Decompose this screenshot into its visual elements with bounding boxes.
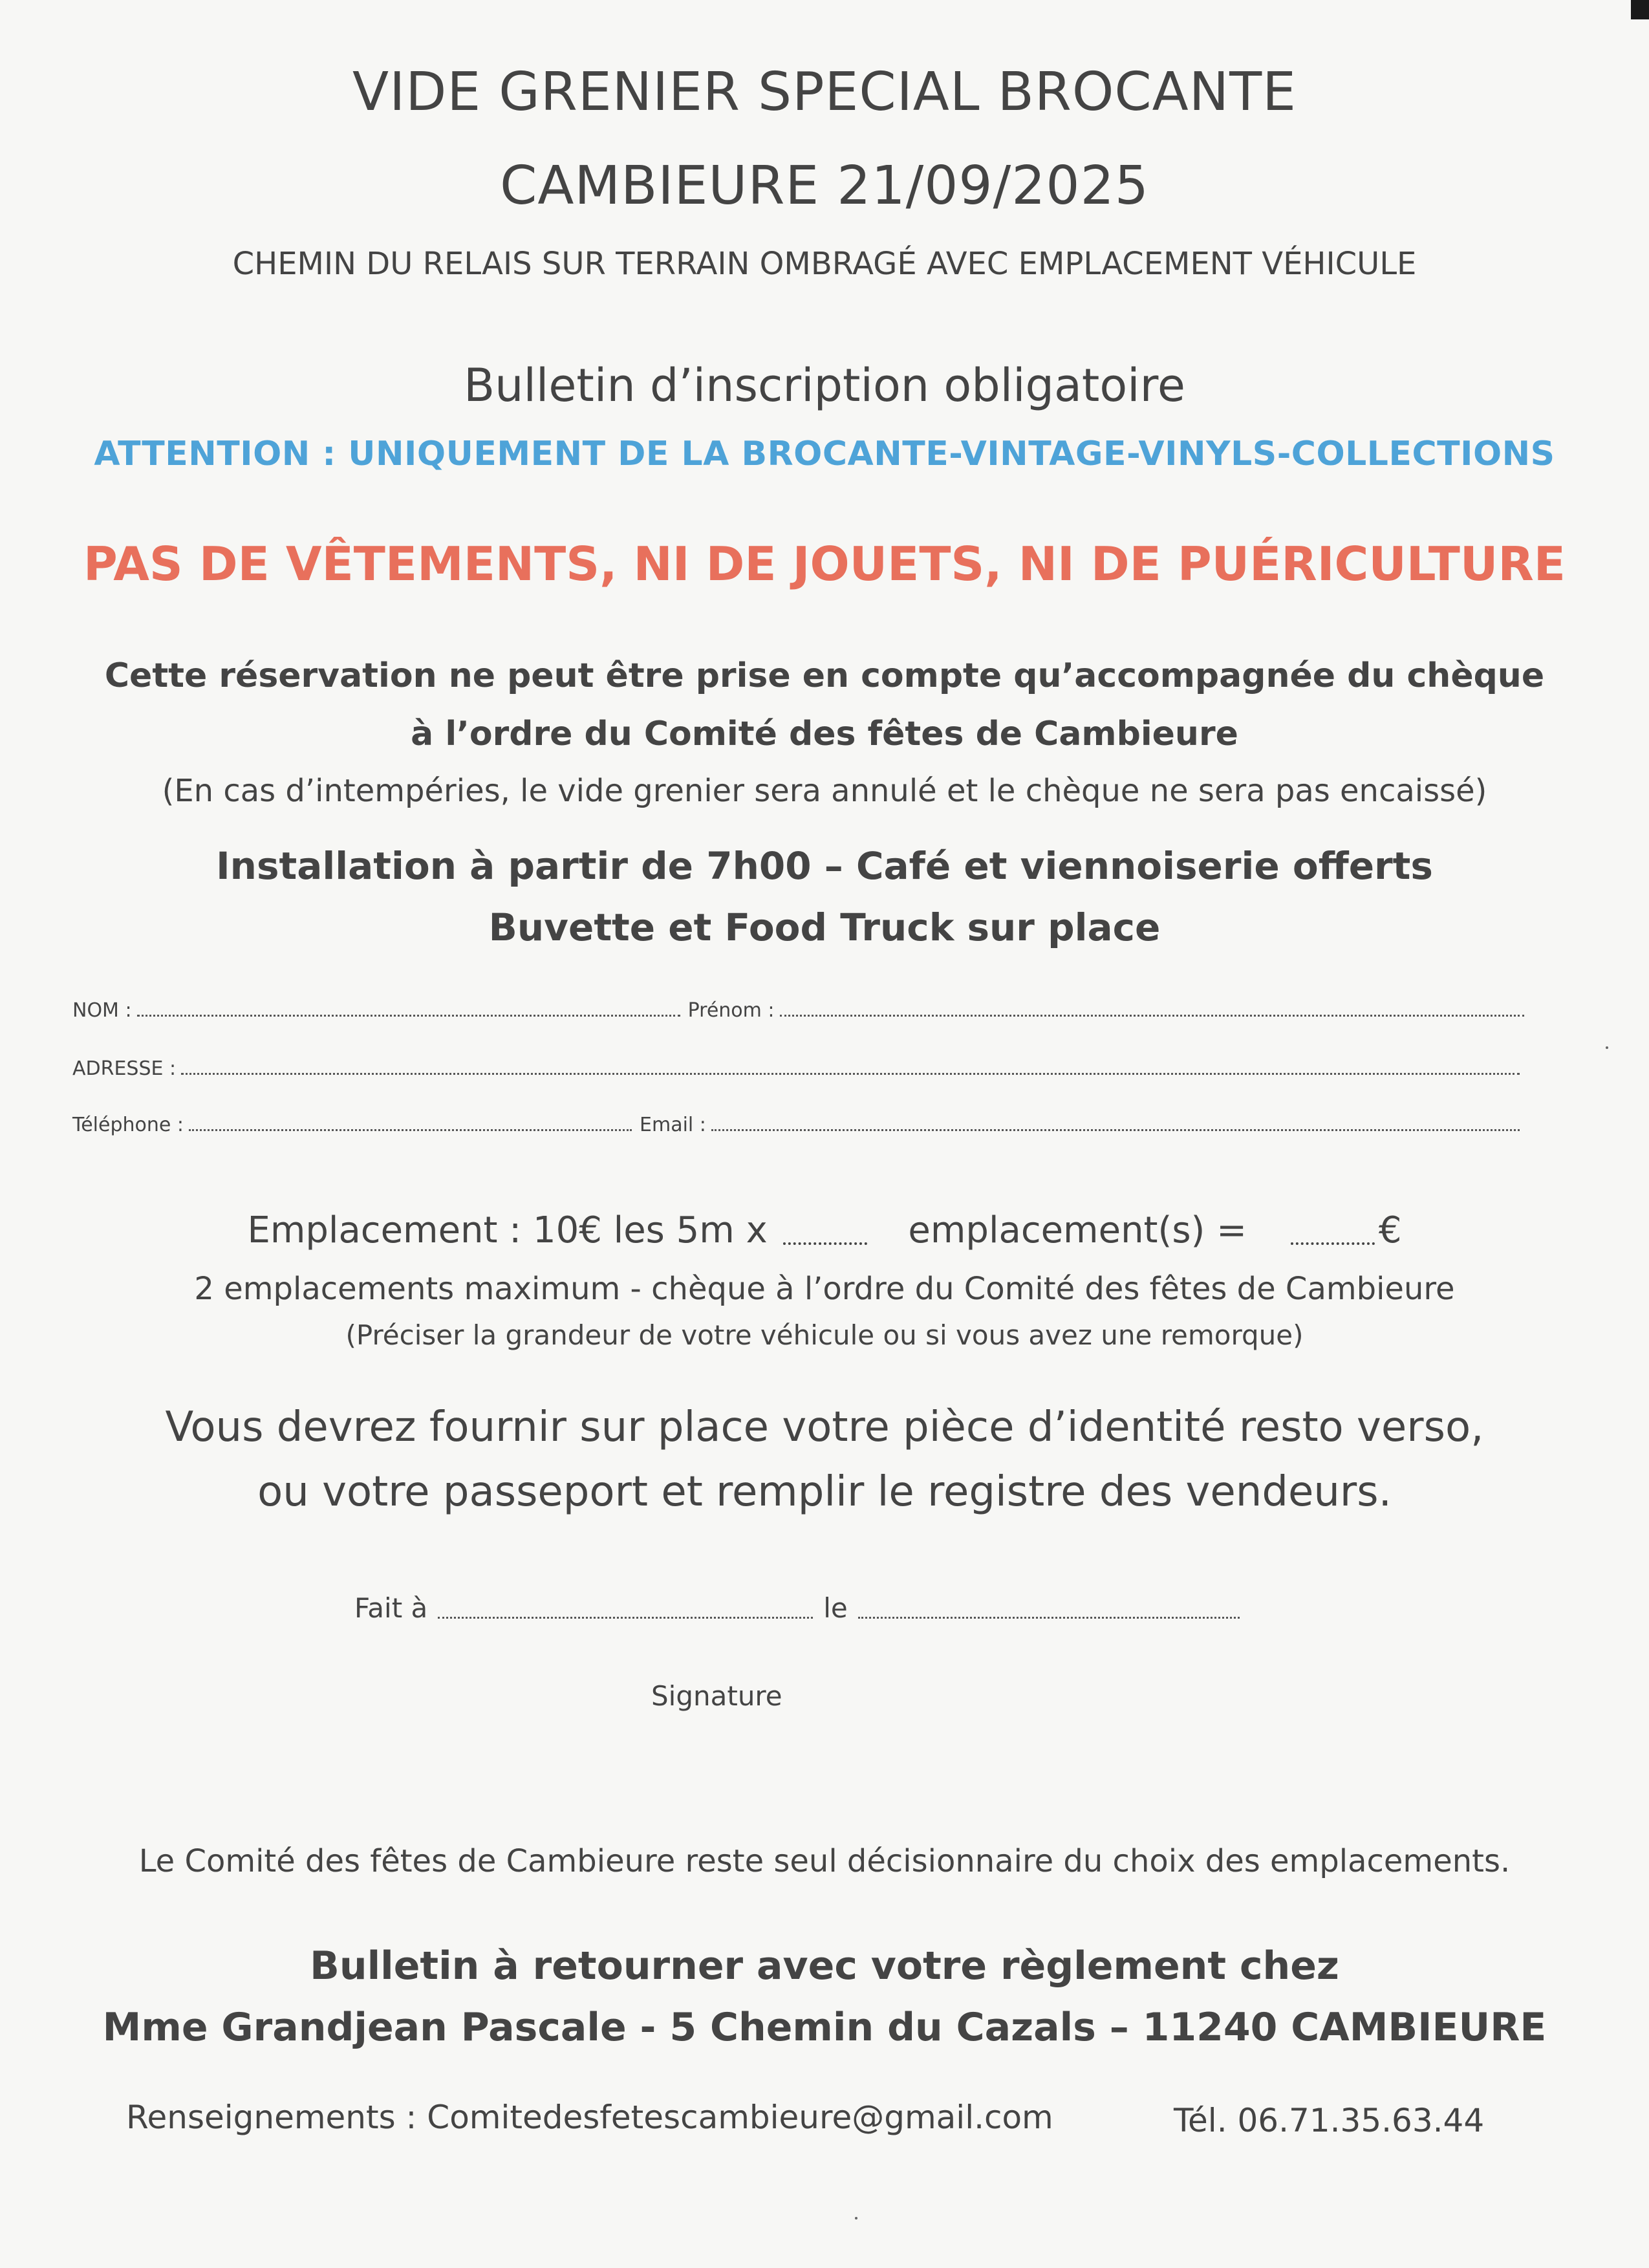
installation-line-1: Installation à partir de 7h00 – Café et viennoiserie offerts (216, 844, 1433, 888)
attention-line: ATTENTION : UNIQUEMENT DE LA BROCANTE-VINTAGE-VINYLS-COLLECTIONS (94, 435, 1555, 473)
scan-corner-mark (1631, 0, 1649, 19)
renseignements-email: Renseignements : Comitedesfetescambieure@gmail.com (126, 2099, 1053, 2136)
telephone-label: Téléphone : (72, 1114, 184, 1136)
signature-label: Signature (651, 1680, 782, 1712)
emplacement-label: Emplacement : 10€ les 5m x (247, 1209, 768, 1251)
scan-speck (855, 2217, 857, 2219)
comite-note: Le Comité des fêtes de Cambieure reste seul décisionnaire du choix des emplacements. (138, 1843, 1511, 1879)
title-line-2: CAMBIEURE 21/09/2025 (500, 155, 1149, 217)
le-label: le (823, 1592, 848, 1624)
bulletin-title: Bulletin d’inscription obligatoire (464, 359, 1185, 412)
fait-label: Fait à (354, 1592, 428, 1624)
currency-symbol: € (1378, 1209, 1402, 1251)
nom-field[interactable] (137, 1014, 680, 1017)
form-row-nom (72, 999, 1524, 1022)
emplacements-label: emplacement(s) = (908, 1209, 1247, 1251)
form-row-adresse (72, 1057, 1520, 1080)
total-amount-field[interactable] (1291, 1242, 1375, 1245)
vehicle-note: (Préciser la grandeur de votre véhicule ou si vous avez une remorque) (345, 1319, 1304, 1351)
warning-line: PAS DE VÊTEMENTS, NI DE JOUETS, NI DE PUÉRICULTURE (83, 537, 1566, 591)
prenom-label: Prénom : (687, 999, 775, 1022)
fait-lieu-field[interactable] (438, 1616, 813, 1619)
fait-row (354, 1592, 1240, 1624)
title-line-1: VIDE GRENIER SPECIAL BROCANTE (352, 61, 1297, 123)
return-line-1: Bulletin à retourner avec votre règlement chez (310, 1943, 1339, 1989)
installation-line-2: Buvette et Food Truck sur place (488, 905, 1161, 949)
form-row-telephone (72, 1114, 1520, 1136)
return-line-2: Mme Grandjean Pascale - 5 Chemin du Cazals – 11240 CAMBIEURE (102, 2005, 1547, 2050)
email-field[interactable] (711, 1129, 1520, 1131)
subtitle: CHEMIN DU RELAIS SUR TERRAIN OMBRAGÉ AVEC EMPLACEMENT VÉHICULE (232, 246, 1417, 282)
emplacement-count-field[interactable] (783, 1242, 867, 1245)
scan-speck (1606, 1046, 1608, 1049)
max-emplacements-note: 2 emplacements maximum - chèque à l’ordre du Comité des fêtes de Cambieure (194, 1271, 1455, 1307)
telephone-field[interactable] (189, 1129, 632, 1131)
identity-line-2: ou votre passeport et remplir le registre des vendeurs. (257, 1468, 1392, 1516)
telephone-contact: Tél. 06.71.35.63.44 (1174, 2102, 1485, 2139)
email-label: Email : (640, 1114, 706, 1136)
adresse-label: ADRESSE : (72, 1057, 177, 1080)
nom-label: NOM : (72, 999, 132, 1022)
date-field[interactable] (858, 1616, 1240, 1619)
weather-note: (En cas d’intempéries, le vide grenier sera annulé et le chèque ne sera pas encaissé) (162, 773, 1487, 809)
reservation-line-1: Cette réservation ne peut être prise en compte qu’accompagnée du chèque (104, 656, 1545, 695)
emplacement-line (0, 1209, 1649, 1251)
identity-line-1: Vous devrez fournir sur place votre pièce d’identité resto verso, (165, 1403, 1484, 1451)
reservation-line-2: à l’ordre du Comité des fêtes de Cambieure (411, 715, 1238, 753)
adresse-field[interactable] (181, 1072, 1520, 1075)
prenom-field[interactable] (780, 1014, 1524, 1017)
